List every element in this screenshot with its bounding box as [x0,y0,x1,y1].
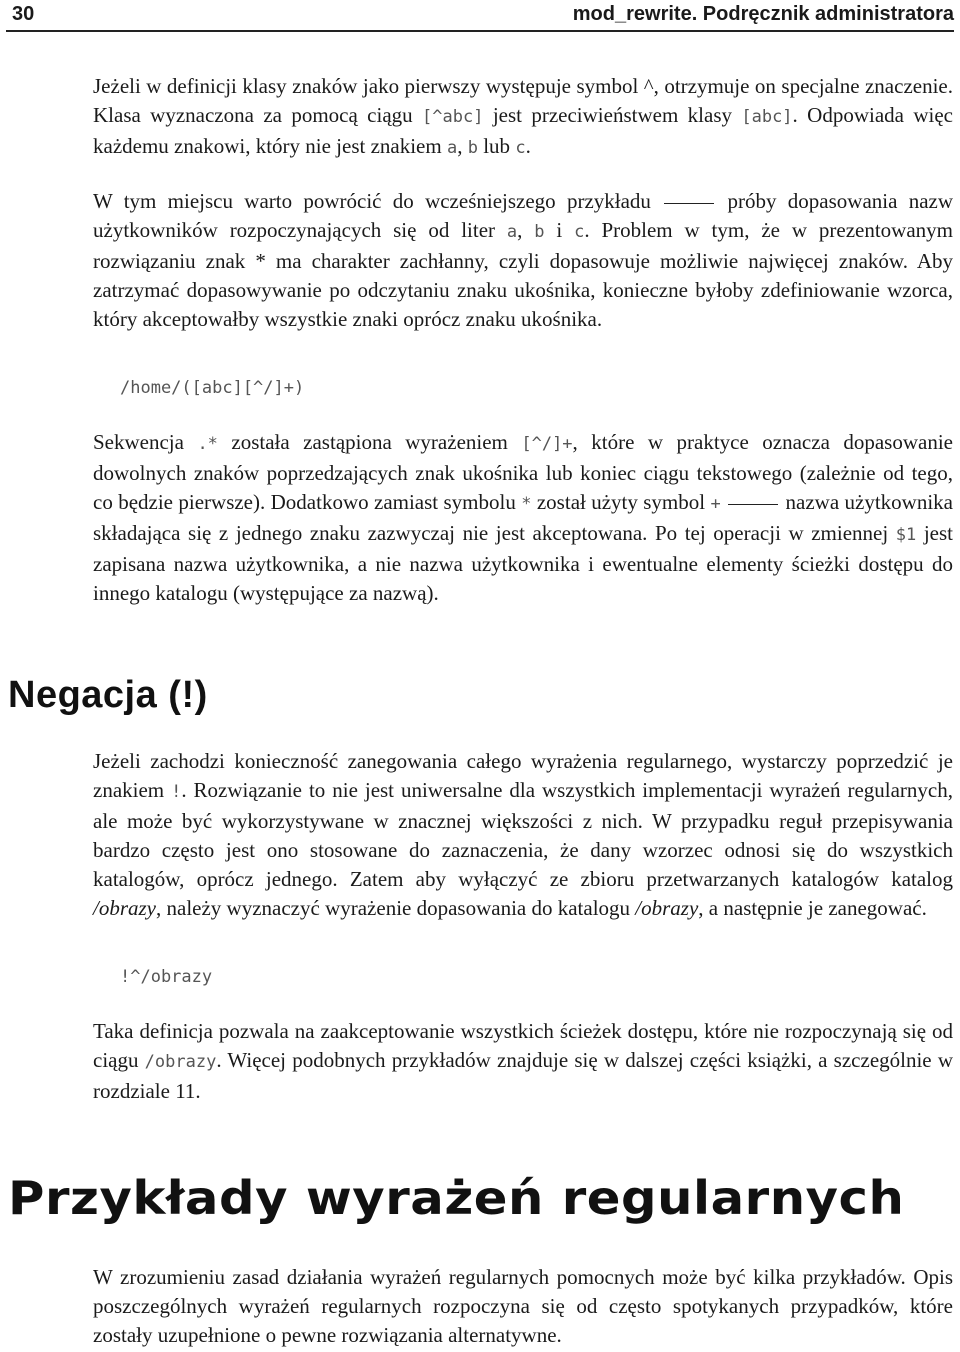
running-title: mod_rewrite. Podręcznik administratora [572,3,954,25]
text-run: jest przeciwieństwem klasy [483,103,742,127]
text-run: została zastąpiona wyrażeniem [217,430,522,454]
em-dash [664,203,714,204]
paragraph-examples-intro [93,1263,953,1350]
inline-code: c [515,138,526,158]
inline-code: [abc] [741,107,793,127]
text-run: , które w praktyce oznacza dopasowanie dowolnych znaków poprzedzających znak ukośnika lub koniec ciągu tekstowego (zależnie od tego, co będzie pierwsze). Dodatkowo zamiast symbolu [93,430,953,514]
inline-code: $1 [895,525,917,545]
paragraph-greedy-problem [93,187,953,334]
code-example-obrazy: !^/obrazy [120,967,213,987]
inline-code: /obrazy [144,1052,217,1072]
inline-code: + [710,494,721,514]
text-run: . Więcej podobnych przykładów znajduje się w dalszej części książki, a szczególnie w rozdziale 11. [93,1048,953,1103]
page-number: 30 [12,3,35,25]
section-heading-negation: Negacja (!) [8,674,208,716]
text-run: Taka definicja pozwala na zaakceptowanie wszystkich ścieżek dostępu, które nie rozpoczynają się od ciągu [93,1019,953,1072]
text-run: , należy wyznaczyć wyrażenie dopasowania do katalogu [156,896,636,920]
inline-code: ! [171,782,182,802]
text-run: , [457,134,468,158]
italic-path: /obrazy [635,896,699,920]
em-dash [728,504,778,505]
paragraph-sequence-explained [93,428,953,608]
text-run: . [525,134,531,158]
code-example-home: /home/([abc][^/]+) [120,378,305,398]
text-run: i [544,218,575,242]
paragraph-character-class-negation [93,72,953,163]
text-run: Jeżeli zachodzi konieczność zanegowania całego wyrażenia regularnego, wystarczy poprzedzić je znakiem [93,749,953,802]
text-run: Jeżeli w definicji klasy znaków jako pierwszy występuje symbol ^, otrzymuje on specjalne znaczenie. Klasa wyznaczona za pomocą ciągu [93,74,953,127]
text-run: , a następnie je zanegować. [698,896,927,920]
text-run: , [517,218,535,242]
text-run: W tym miejscu warto powrócić do wcześniejszego przykładu [93,189,651,213]
inline-code: b [467,138,478,158]
chapter-heading-examples: Przykłady wyrażeń regularnych [8,1171,905,1225]
inline-code: * [521,494,532,514]
inline-code: a [446,138,458,158]
inline-code: a [506,222,518,242]
italic-path: /obrazy [93,896,156,920]
paragraph-negation [93,747,953,923]
text-run: Sekwencja [93,430,198,454]
text-run: jest zapisana nazwa użytkownika, a nie nazwa użytkownika i ewentualne elementy ścieżki dostępu do innego katalogu (występujące za nazwą). [93,521,954,605]
inline-code: [^abc] [422,107,484,127]
inline-code: [^/]+ [521,434,573,454]
inline-code: b [534,222,545,242]
text-run: . Odpowiada więc każdemu znakowi, który nie jest znakiem [93,103,953,158]
text-run: . Problem w tym, że w prezentowanym rozwiązaniu znak * ma charakter zachłanny, czyli dopasowuje możliwie najwięcej znaków. Aby zatrzymać dopasowywanie po odczytaniu znaku ukośnika, konieczne byłoby zdefiniowanie wzorca, który akceptowałby wszystkie znaki oprócz znaku ukośnika. [93,218,953,331]
text-run: W zrozumieniu zasad działania wyrażeń regularnych pomocnych może być kilka przykładów. Opis poszczególnych wyrażeń regularnych rozpoczyna się od często spotykanych przypadków, które zostały uzupełnione o pewne rozwiązania alternatywne. [93,1265,953,1347]
text-run: . Rozwiązanie to nie jest uniwersalne dla wszystkich implementacji wyrażeń regularnych, ale może być wykorzystywane w znacznej większości z nich. W przypadku reguł przepisywania bardzo często jest ono stosowane do zaznaczenia, że dany wzorzec odnosi się do wszystkich katalogów, oprócz jednego. Zatem aby wyłączyć ze zbioru przetwarzanych katalogów katalog [93,778,953,891]
inline-code: c [574,222,585,242]
text-run: lub [477,134,516,158]
text-run: nazwa użytkownika składająca się z jednego znaku zazwyczaj nie jest akceptowana. Po tej operacji w zmiennej [93,490,953,545]
text-run: został użyty symbol [531,490,711,514]
paragraph-definition-note [93,1017,953,1106]
text-run: próby dopasowania nazw użytkowników rozpoczynających się od liter [93,189,954,242]
page-header [6,0,954,32]
inline-code: .* [197,434,218,454]
